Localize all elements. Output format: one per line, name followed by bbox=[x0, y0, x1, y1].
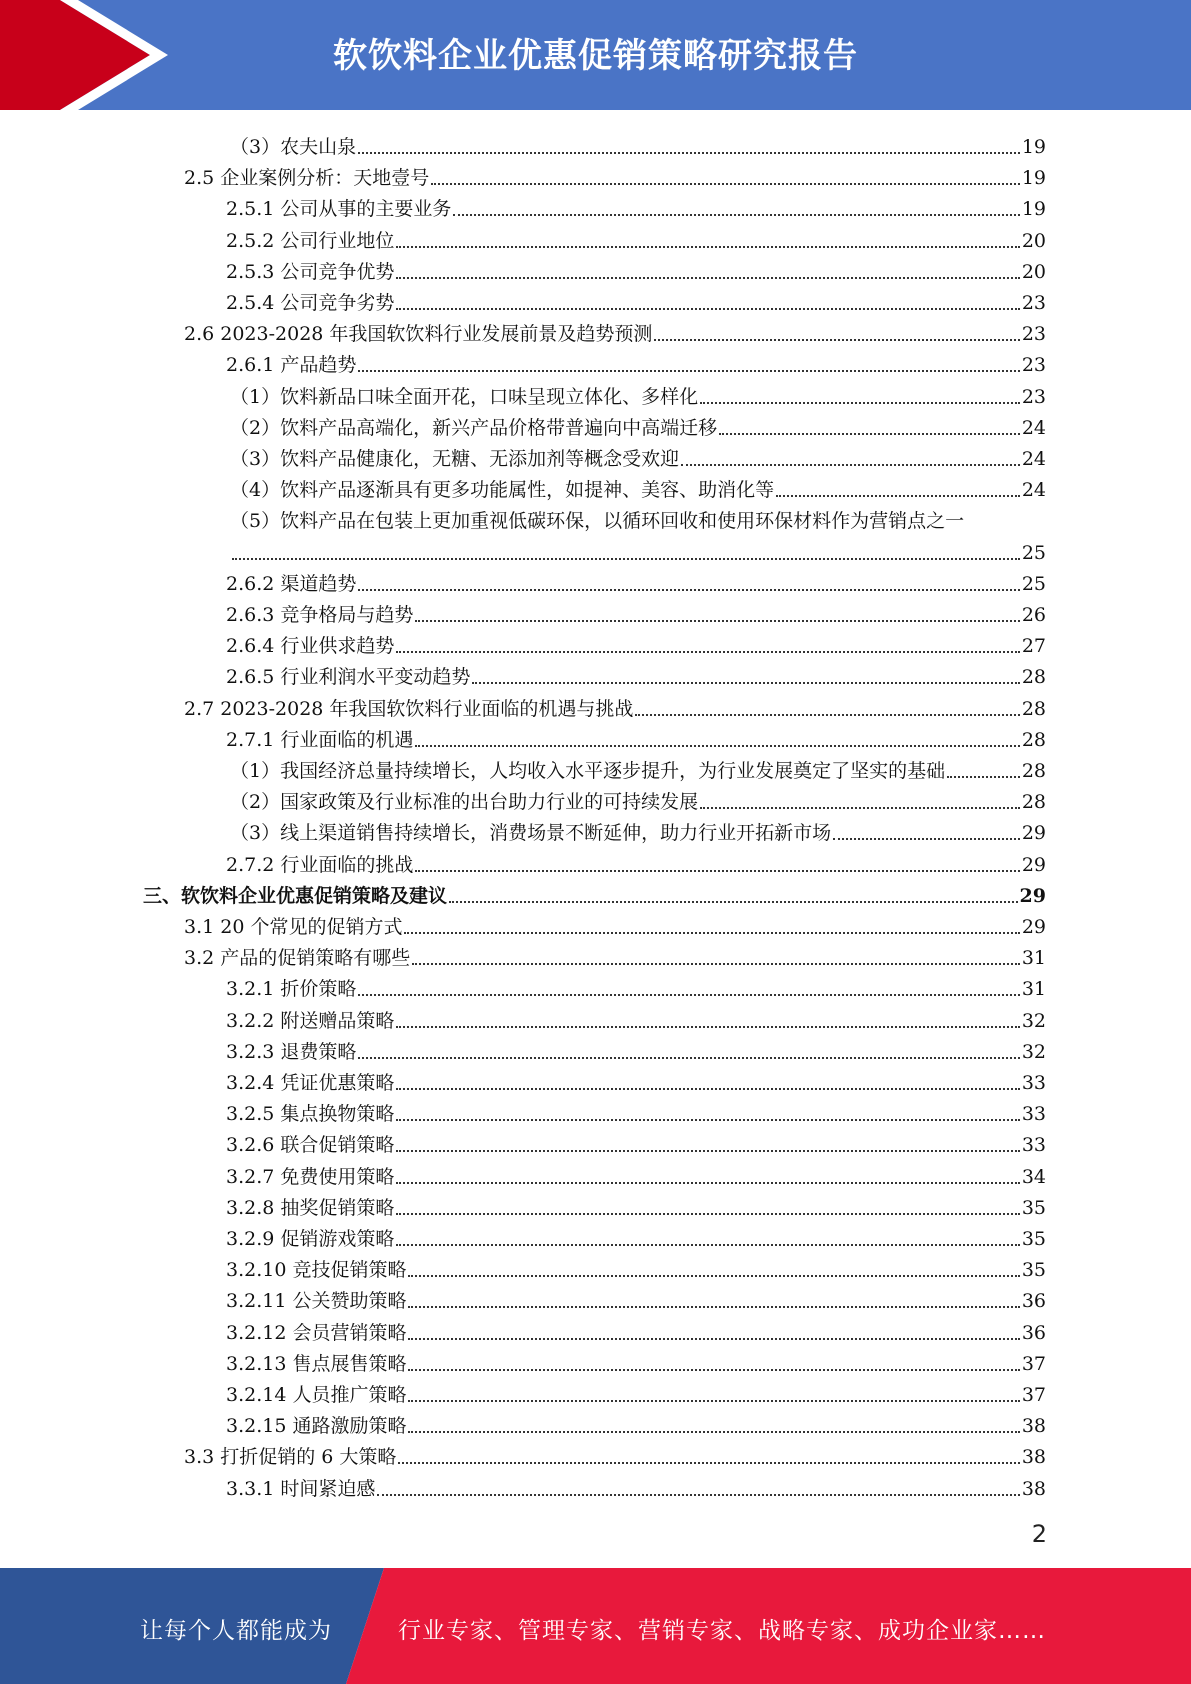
toc-entry[interactable] bbox=[226, 1064, 1046, 1095]
toc-entry[interactable] bbox=[226, 1126, 1046, 1157]
toc-page-number: 38 bbox=[1021, 1446, 1046, 1469]
toc-entry[interactable] bbox=[226, 596, 1046, 627]
toc-page-number: 32 bbox=[1021, 1040, 1046, 1063]
report-title: 软饮料企业优惠促销策略研究报告 bbox=[333, 36, 858, 76]
footer-slogan-left: 让每个人都能成为 bbox=[140, 1618, 332, 1644]
toc-leader-dots bbox=[396, 651, 1019, 653]
toc-entry-label: 3.2.5 集点换物策略 bbox=[226, 1103, 395, 1126]
toc-entry-label: 2.7.1 行业面临的机遇 bbox=[226, 728, 414, 751]
toc-entry-label: 3.2.13 售点展售策略 bbox=[226, 1352, 407, 1375]
toc-entry-label: 3.2.7 免费使用策略 bbox=[226, 1165, 395, 1188]
toc-entry[interactable] bbox=[226, 846, 1046, 877]
toc-entry[interactable] bbox=[184, 159, 1046, 190]
toc-page-number: 23 bbox=[1021, 354, 1046, 377]
toc-page-number: 29 bbox=[1021, 822, 1046, 845]
toc-leader-dots bbox=[396, 308, 1019, 310]
toc-entry-label: 3.2.11 公关赞助策略 bbox=[226, 1290, 407, 1313]
toc-entry-label: （2）国家政策及行业标准的出台助力行业的可持续发展 bbox=[230, 791, 699, 814]
toc-leader-dots bbox=[415, 745, 1019, 747]
toc-entry[interactable] bbox=[226, 970, 1046, 1001]
toc-leader-dots bbox=[431, 183, 1020, 185]
toc-entry[interactable] bbox=[230, 783, 1046, 814]
page-header bbox=[0, 0, 1191, 110]
toc-page-number: 28 bbox=[1021, 760, 1046, 782]
toc-entry-label: 2.6.2 渠道趋势 bbox=[226, 572, 357, 595]
toc-entry-label: （3）饮料产品健康化，无糖、无添加剂等概念受欢迎 bbox=[230, 448, 680, 470]
toc-leader-dots bbox=[404, 932, 1019, 934]
toc-entry[interactable] bbox=[226, 1314, 1046, 1345]
toc-leader-dots bbox=[833, 838, 1020, 840]
toc-entry[interactable] bbox=[230, 752, 1046, 783]
toc-entry-label: 3.2.2 附送赠品策略 bbox=[226, 1009, 395, 1032]
toc-entry[interactable] bbox=[184, 315, 1046, 346]
toc-page-number: 35 bbox=[1021, 1196, 1046, 1219]
toc-leader-dots bbox=[358, 589, 1019, 591]
toc-page-number: 37 bbox=[1021, 1384, 1046, 1406]
toc-page-number: 23 bbox=[1021, 292, 1046, 314]
toc-page-number: 27 bbox=[1021, 635, 1046, 658]
toc-page-number: 38 bbox=[1021, 1415, 1046, 1438]
toc-page-number: 23 bbox=[1021, 323, 1046, 346]
toc-entry[interactable] bbox=[226, 1345, 1046, 1376]
toc-entry-label: 2.6.3 竞争格局与趋势 bbox=[226, 604, 414, 626]
toc-entry-label: （3）农夫山泉 bbox=[230, 136, 357, 158]
toc-entry[interactable] bbox=[230, 378, 1046, 409]
toc-entry-label: 3.3.1 时间紧迫感 bbox=[226, 1477, 376, 1500]
toc-leader-dots bbox=[408, 1306, 1019, 1308]
toc-leader-dots bbox=[408, 1338, 1019, 1340]
toc-entry-label: 2.6 2023-2028 年我国软饮料行业发展前景及趋势预测 bbox=[184, 323, 653, 346]
toc-entry-label: 3.2.14 人员推广策略 bbox=[226, 1384, 407, 1406]
toc-leader-dots bbox=[947, 776, 1020, 778]
toc-leader-dots bbox=[358, 1057, 1019, 1059]
toc-page-number: 25 bbox=[1021, 541, 1046, 564]
toc-page-number: 23 bbox=[1021, 385, 1046, 408]
toc-entry[interactable] bbox=[226, 1095, 1046, 1126]
toc-leader-dots bbox=[396, 1119, 1019, 1121]
toc-entry-label: （1）饮料新品口味全面开花，口味呈现立体化、多样化 bbox=[230, 385, 699, 408]
toc-entry[interactable] bbox=[226, 253, 1046, 284]
toc-page-number: 29 bbox=[1019, 884, 1046, 907]
toc-entry-label: 3.2.1 折价策略 bbox=[226, 978, 357, 1001]
toc-leader-dots bbox=[453, 214, 1019, 216]
toc-entry[interactable] bbox=[184, 908, 1046, 939]
toc-entry[interactable] bbox=[184, 1438, 1046, 1469]
toc-entry-label: 2.6.5 行业利润水平变动趋势 bbox=[226, 666, 471, 689]
toc-page-number: 31 bbox=[1021, 978, 1046, 1001]
toc-entry-label: 2.7 2023-2028 年我国软饮料行业面临的机遇与挑战 bbox=[184, 697, 634, 720]
toc-entry[interactable] bbox=[230, 814, 1046, 845]
page-footer bbox=[0, 1568, 1191, 1684]
toc-entry-label: 3.2.4 凭证优惠策略 bbox=[226, 1072, 395, 1094]
toc-entry-label: 2.5.4 公司竞争劣势 bbox=[226, 292, 395, 314]
toc-page-number: 28 bbox=[1021, 666, 1046, 689]
toc-leader-dots bbox=[358, 994, 1019, 996]
toc-entry[interactable] bbox=[226, 222, 1046, 253]
toc-page-number: 33 bbox=[1021, 1134, 1046, 1157]
footer-slogan-right: 行业专家、管理专家、营销专家、战略专家、成功企业家…… bbox=[398, 1618, 1046, 1644]
toc-page-number: 29 bbox=[1021, 916, 1046, 938]
toc-entry[interactable] bbox=[226, 565, 1046, 596]
toc-entry-label: 3.2.10 竞技促销策略 bbox=[226, 1259, 407, 1282]
toc-entry[interactable] bbox=[226, 1282, 1046, 1313]
toc-leader-dots bbox=[232, 558, 1020, 560]
toc-leader-dots bbox=[408, 1400, 1019, 1402]
toc-leader-dots bbox=[358, 152, 1020, 154]
toc-entry-label: 2.7.2 行业面临的挑战 bbox=[226, 853, 414, 876]
toc-page-number: 19 bbox=[1021, 198, 1046, 221]
toc-page-number: 29 bbox=[1021, 853, 1046, 876]
toc-entry[interactable] bbox=[226, 1033, 1046, 1064]
toc-entry-label: （2）饮料产品高端化，新兴产品价格带普遍向中高端迁移 bbox=[230, 416, 718, 439]
toc-page-number: 28 bbox=[1021, 697, 1046, 720]
toc-entry-label: （5）饮料产品在包装上更加重视低碳环保，以循环回收和使用环保材料作为营销点之一 bbox=[230, 510, 965, 533]
toc-entry[interactable] bbox=[230, 409, 1046, 440]
toc-leader-dots bbox=[396, 1150, 1019, 1152]
toc-entry[interactable] bbox=[226, 1189, 1046, 1220]
toc-entry-label: 2.6.1 产品趋势 bbox=[226, 354, 357, 377]
toc-entry-label: 3.2.9 促销游戏策略 bbox=[226, 1228, 395, 1250]
toc-page-number: 20 bbox=[1021, 260, 1046, 283]
toc-entry[interactable] bbox=[226, 1470, 1046, 1501]
toc-entry-label: 2.5.3 公司竞争优势 bbox=[226, 260, 395, 283]
toc-entry[interactable] bbox=[226, 284, 1046, 315]
toc-page-number: 25 bbox=[1021, 572, 1046, 595]
toc-page-number: 32 bbox=[1021, 1009, 1046, 1032]
toc-entry[interactable] bbox=[226, 1002, 1046, 1033]
toc-entry[interactable] bbox=[226, 627, 1046, 658]
toc-entry[interactable] bbox=[230, 471, 1046, 502]
toc-leader-dots bbox=[396, 1026, 1019, 1028]
toc-entry-label: 3.2.12 会员营销策略 bbox=[226, 1321, 407, 1344]
toc-leader-dots bbox=[681, 464, 1020, 466]
toc-leader-dots bbox=[408, 1431, 1019, 1433]
toc-leader-dots bbox=[412, 963, 1020, 965]
toc-leader-dots bbox=[396, 277, 1019, 279]
toc-page-number: 36 bbox=[1021, 1290, 1046, 1313]
toc-leader-dots bbox=[654, 339, 1019, 341]
toc-page-number: 35 bbox=[1021, 1259, 1046, 1282]
toc-page-number: 36 bbox=[1021, 1321, 1046, 1344]
toc-leader-dots bbox=[449, 901, 1018, 903]
toc-entry-label: 3.2.8 抽奖促销策略 bbox=[226, 1196, 395, 1219]
toc-page-number: 24 bbox=[1021, 416, 1046, 439]
toc-entry[interactable] bbox=[226, 1376, 1046, 1407]
toc-entry-label: 三、软饮料企业优惠促销策略及建议 bbox=[143, 884, 448, 907]
toc-entry[interactable] bbox=[226, 1158, 1046, 1189]
toc-leader-dots bbox=[377, 1494, 1019, 1496]
page-number: 2 bbox=[1031, 1520, 1047, 1548]
toc-page-number: 24 bbox=[1021, 479, 1046, 502]
toc-page-number: 28 bbox=[1021, 791, 1046, 814]
toc-entry[interactable] bbox=[226, 1220, 1046, 1251]
toc-page-number: 38 bbox=[1021, 1477, 1046, 1500]
toc-page-number: 34 bbox=[1021, 1165, 1046, 1188]
toc-entry[interactable] bbox=[143, 877, 1046, 908]
toc-entry[interactable] bbox=[230, 128, 1046, 159]
toc-entry-label: 3.3 打折促销的 6 大策略 bbox=[184, 1446, 397, 1469]
toc-page-number: 35 bbox=[1021, 1228, 1046, 1250]
toc-page-number: 31 bbox=[1021, 947, 1046, 970]
toc-leader-dots bbox=[396, 1213, 1019, 1215]
toc-leader-dots bbox=[415, 620, 1019, 622]
toc-page-number: 37 bbox=[1021, 1352, 1046, 1375]
toc-leader-dots bbox=[396, 1088, 1019, 1090]
toc-leader-dots bbox=[776, 495, 1020, 497]
toc-leader-dots bbox=[408, 1369, 1019, 1371]
toc-entry[interactable] bbox=[226, 1251, 1046, 1282]
toc-entry-label: 2.6.4 行业供求趋势 bbox=[226, 635, 395, 658]
toc-entry[interactable] bbox=[226, 721, 1046, 752]
toc-page-number: 26 bbox=[1021, 604, 1046, 626]
toc-page-number: 20 bbox=[1021, 229, 1046, 252]
toc-page-number: 19 bbox=[1021, 167, 1046, 190]
toc-page-number: 33 bbox=[1021, 1103, 1046, 1126]
toc-entry-label: 3.2 产品的促销策略有哪些 bbox=[184, 947, 411, 970]
toc-entry-label: （3）线上渠道销售持续增长，消费场景不断延伸，助力行业开拓新市场 bbox=[230, 822, 832, 845]
toc-entry-label: 3.2.3 退费策略 bbox=[226, 1040, 357, 1063]
toc-entry[interactable] bbox=[230, 440, 1046, 471]
toc-entry[interactable] bbox=[184, 939, 1046, 970]
toc-leader-dots bbox=[472, 682, 1019, 684]
toc-leader-dots bbox=[408, 1275, 1019, 1277]
toc-leader-dots bbox=[700, 807, 1020, 809]
toc-page-number: 19 bbox=[1021, 136, 1046, 158]
toc-entry-label: 2.5.1 公司从事的主要业务 bbox=[226, 198, 452, 221]
toc-entry-label: 3.2.15 通路激励策略 bbox=[226, 1415, 407, 1438]
toc-leader-dots bbox=[396, 246, 1019, 248]
toc-entry[interactable] bbox=[184, 690, 1046, 721]
toc-entry-label: （4）饮料产品逐渐具有更多功能属性，如提神、美容、助消化等 bbox=[230, 479, 775, 502]
toc-leader-dots bbox=[396, 1244, 1019, 1246]
toc-entry[interactable] bbox=[226, 346, 1046, 377]
toc-entry[interactable] bbox=[226, 190, 1046, 221]
toc-page-number: 33 bbox=[1021, 1072, 1046, 1094]
toc-entry-label: （1）我国经济总量持续增长，人均收入水平逐步提升，为行业发展奠定了坚实的基础 bbox=[230, 760, 946, 782]
toc-leader-dots bbox=[719, 433, 1020, 435]
toc-entry-label: 2.5.2 公司行业地位 bbox=[226, 229, 395, 252]
toc-leader-dots bbox=[396, 1182, 1019, 1184]
toc-entry[interactable] bbox=[226, 1407, 1046, 1438]
toc-entry-label: 3.1 20 个常见的促销方式 bbox=[184, 916, 403, 938]
toc-entry[interactable] bbox=[230, 534, 1046, 565]
toc-page-number: 28 bbox=[1021, 728, 1046, 751]
toc-leader-dots bbox=[398, 1462, 1019, 1464]
toc-leader-dots bbox=[635, 714, 1019, 716]
toc-entry-label: 3.2.6 联合促销策略 bbox=[226, 1134, 395, 1157]
toc-entry[interactable] bbox=[226, 658, 1046, 689]
toc-leader-dots bbox=[700, 402, 1020, 404]
toc-page-number: 24 bbox=[1021, 448, 1046, 470]
toc-entry-label: 2.5 企业案例分析：天地壹号 bbox=[184, 167, 430, 190]
toc-leader-dots bbox=[415, 870, 1019, 872]
toc-leader-dots bbox=[358, 370, 1019, 372]
